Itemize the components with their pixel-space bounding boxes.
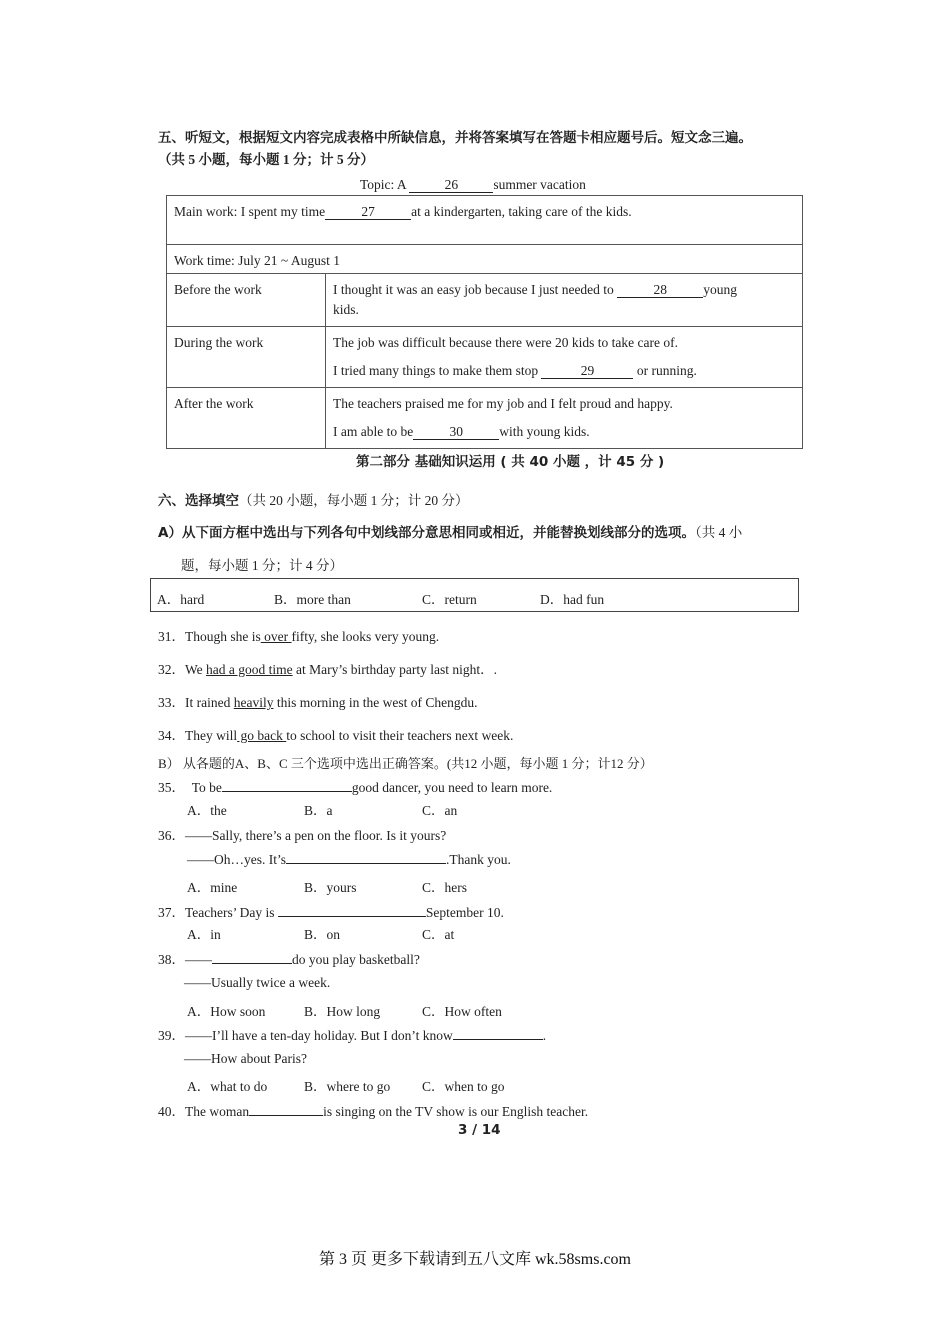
during-prefix: I tried many things to make them stop: [333, 363, 539, 378]
partA-heading: [158, 521, 742, 541]
q36-num: 36．: [158, 828, 185, 843]
q39-option-a: A．what to do: [187, 1079, 268, 1094]
q32-underline: had a good time: [206, 662, 293, 677]
blank-28: 28: [617, 283, 703, 298]
info-table: [166, 195, 803, 449]
q33-num: 33．: [158, 695, 185, 710]
q38-option-b: B．How long: [304, 1004, 381, 1019]
q37-num: 37．: [158, 905, 185, 920]
partA-bold: A）从下面方框中选出与下列各句中划线部分意思相同或相近，并能替换划线部分的选项。: [158, 525, 695, 541]
section6-heading: [158, 489, 469, 509]
main-work-prefix: Main work: I spent my time: [174, 204, 326, 219]
question-31: [158, 625, 439, 645]
section5-subtitle: （共 5 小题，每小题 1 分；计 5 分）: [158, 152, 374, 167]
question-39: [158, 1024, 546, 1044]
q35-pre: To be: [191, 780, 222, 795]
q38-post: do you play basketball?: [292, 952, 420, 967]
during-line1: The job was difficult because there were 20 kids to take care of.: [333, 335, 678, 350]
box-option-b: B．more than: [274, 592, 351, 607]
question-37: [158, 901, 504, 921]
after-cell: [326, 388, 803, 449]
before-suffix: young: [703, 282, 737, 297]
q39-line2: ——How about Paris?: [184, 1051, 307, 1066]
after-prefix: I am able to be: [333, 424, 414, 439]
after-suffix: with young kids.: [499, 424, 590, 439]
q40-pre: The woman: [185, 1104, 250, 1119]
q38-option-a: A．How soon: [187, 1004, 266, 1019]
q37-pre: Teachers’ Day is: [185, 905, 275, 920]
after-label: After the work: [167, 388, 326, 449]
question-34: [158, 724, 513, 744]
q37-option-b: B．on: [304, 927, 341, 942]
q35-num: 35．: [158, 780, 185, 795]
q38-blank: [212, 963, 292, 964]
q39-pre: ——I’ll have a ten-day holiday. But I don’t know: [185, 1028, 453, 1043]
question-32: [158, 658, 497, 678]
question-33: [158, 691, 477, 711]
box-option-d: D．had fun: [540, 592, 605, 607]
part2-title: 第二部分 基础知识运用 ( 共 40 小题 ，计 45 分 ): [356, 454, 665, 470]
section6-note: （共 20 小题，每小题 1 分；计 20 分）: [239, 493, 469, 508]
partA-note1: （共 4 小: [694, 525, 743, 540]
blank-30: 30: [413, 425, 499, 440]
q36-option-b: B．yours: [304, 880, 357, 895]
page-footer: 第 3 页 更多下载请到五八文库 wk.58sms.com: [318, 1251, 631, 1268]
during-suffix: or running.: [636, 363, 697, 378]
q37-post: September 10.: [425, 905, 504, 920]
q35-option-b: B．a: [304, 803, 333, 818]
q34-pre: They will: [185, 728, 238, 743]
q40-num: 40．: [158, 1104, 185, 1119]
q34-post: to school to visit their teachers next week.: [286, 728, 514, 743]
before-label: Before the work: [167, 274, 326, 327]
table-topic: [360, 177, 586, 193]
q33-pre: It rained: [185, 695, 234, 710]
q38-num: 38．: [158, 952, 185, 967]
options-box: [150, 578, 799, 612]
q36-line1: ——Sally, there’s a pen on the floor. Is it yours?: [185, 828, 447, 843]
partA-note2: 题，每小题 1 分；计 4 分）: [181, 558, 343, 573]
q33-post: this morning in the west of Chengdu.: [273, 695, 478, 710]
during-cell: [326, 327, 803, 388]
q35-blank: [222, 791, 352, 792]
question-35: [158, 776, 552, 796]
q38-line2: ——Usually twice a week.: [184, 975, 331, 990]
q39-post: .: [542, 1028, 547, 1043]
after-line1: The teachers praised me for my job and I felt proud and happy.: [333, 396, 673, 411]
question-36: [158, 824, 446, 844]
q40-post: is singing on the TV show is our English teacher.: [323, 1104, 589, 1119]
q39-blank: [453, 1039, 543, 1040]
q32-post: at Mary’s birthday party last night．.: [292, 662, 497, 677]
q31-post: fifty, she looks very young.: [291, 629, 440, 644]
q31-pre: Though she is: [185, 629, 261, 644]
q32-num: 32．: [158, 662, 185, 677]
q37-option-c: C．at: [422, 927, 455, 942]
q31-underline: over: [260, 629, 292, 644]
blank-29: 29: [541, 364, 633, 379]
q36-option-a: A．mine: [187, 880, 238, 895]
question-38: [158, 948, 420, 968]
q36-line2-post: .Thank you.: [446, 852, 511, 867]
q36-line2-pre: ——Oh…yes. It’s: [187, 852, 286, 867]
main-work-suffix: at a kindergarten, taking care of the kids.: [411, 204, 632, 219]
blank-27: 27: [325, 205, 411, 220]
before-line2: kids.: [333, 302, 359, 317]
work-time-cell: Work time: July 21 ~ August 1: [167, 245, 803, 274]
q39-option-c: C．when to go: [422, 1079, 505, 1094]
topic-prefix: Topic: A: [360, 177, 406, 192]
q37-blank: [278, 916, 426, 917]
q38-option-c: C．How often: [422, 1004, 502, 1019]
blank-26: 26: [409, 178, 493, 193]
q36-option-c: C．hers: [422, 880, 467, 895]
section5-title: 五、听短文，根据短文内容完成表格中所缺信息，并将答案填写在答题卡相应题号后。短文念三遍。: [158, 130, 752, 145]
during-label: During the work: [167, 327, 326, 388]
q32-pre: We: [185, 662, 207, 677]
partB-heading: B） 从各题的A、B、C 三个选项中选出正确答案。(共12 小题，每小题 1 分；计12 分）: [158, 756, 653, 771]
question-40: [158, 1100, 588, 1120]
q31-num: 31．: [158, 629, 185, 644]
main-work-cell: [167, 196, 803, 245]
q35-option-c: C．an: [422, 803, 458, 818]
section6-title: 六、选择填空: [158, 493, 239, 509]
q35-option-a: A．the: [187, 803, 227, 818]
question-36-line2: [187, 852, 511, 868]
box-option-a: A．hard: [157, 592, 205, 607]
before-prefix: I thought it was an easy job because I just needed to: [333, 282, 614, 297]
q39-option-b: B．where to go: [304, 1079, 391, 1094]
q37-option-a: A．in: [187, 927, 221, 942]
topic-suffix: summer vacation: [493, 177, 586, 192]
page-number: 3 / 14: [458, 1122, 501, 1138]
q40-blank: [249, 1115, 323, 1116]
q39-num: 39．: [158, 1028, 185, 1043]
q38-pre: ——: [185, 952, 212, 967]
q34-underline: go back: [237, 728, 287, 743]
q33-underline: heavily: [233, 695, 274, 710]
q34-num: 34．: [158, 728, 185, 743]
before-cell: [326, 274, 803, 327]
box-option-c: C．return: [422, 592, 477, 607]
q36-blank: [286, 863, 446, 864]
q35-post: good dancer, you need to learn more.: [351, 780, 553, 795]
